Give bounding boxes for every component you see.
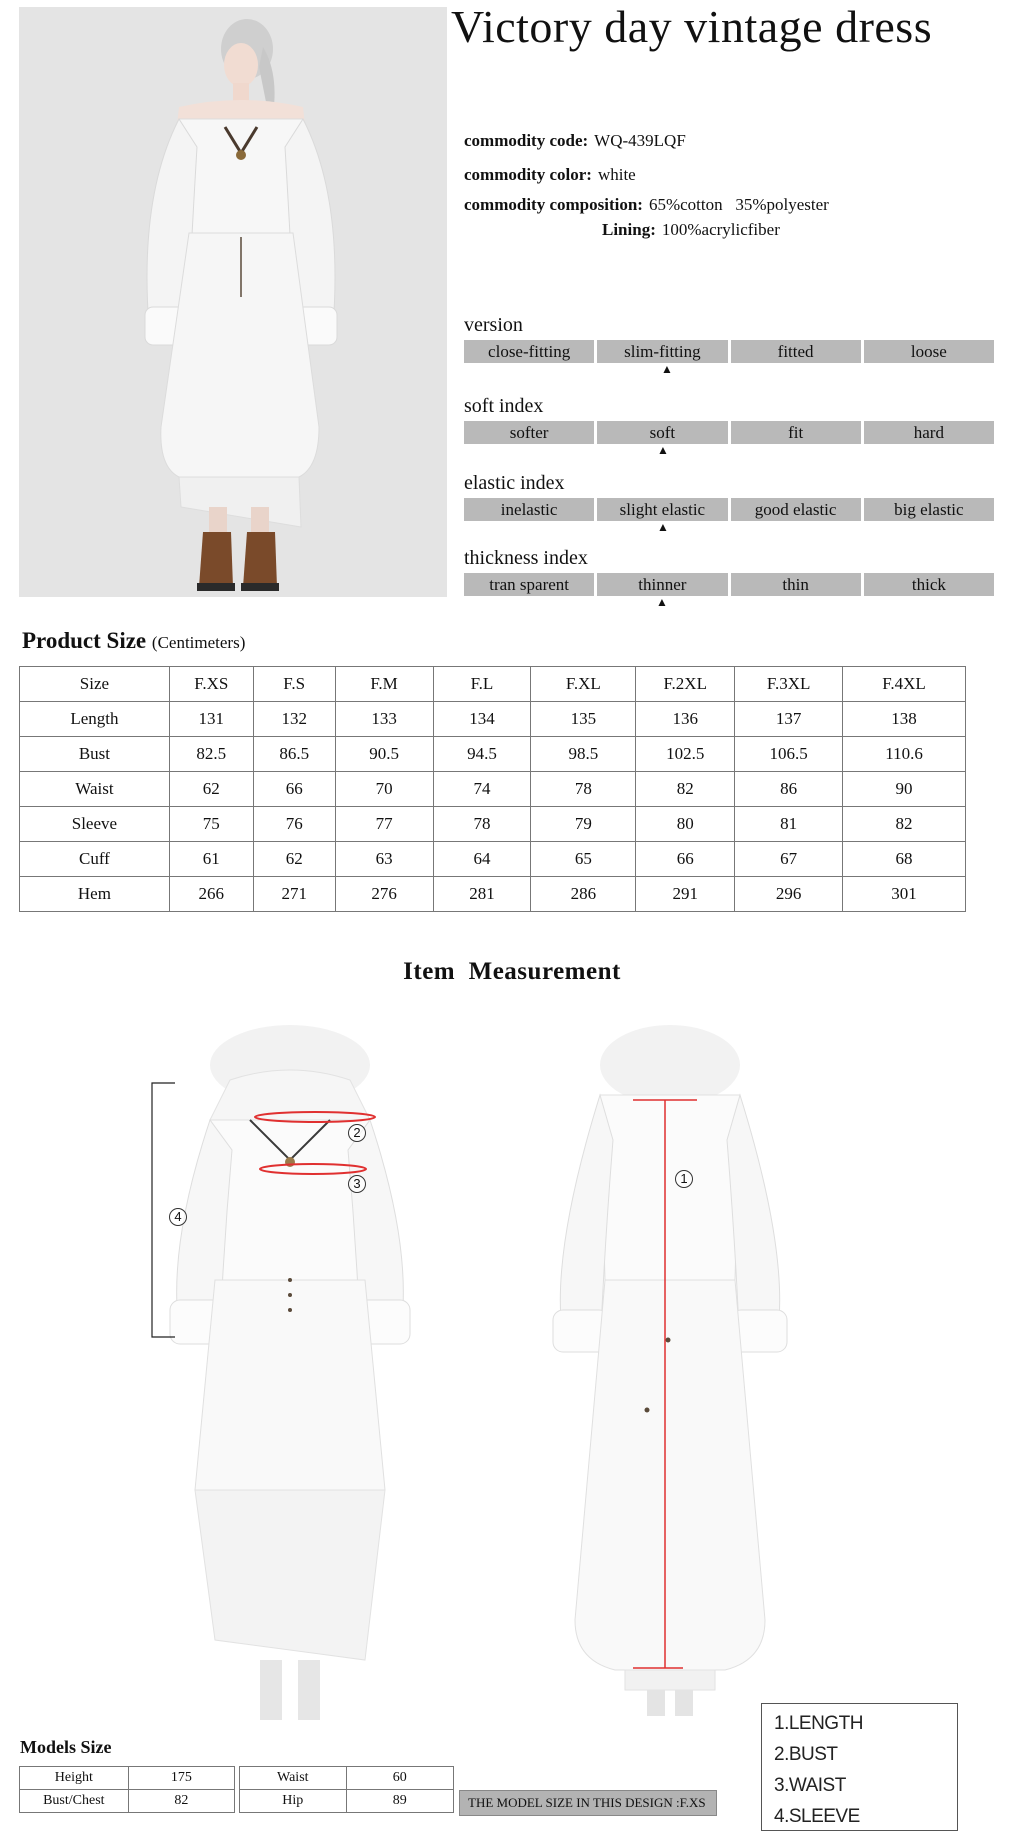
soft-index-option: fit [731,421,861,444]
table-row [20,702,966,737]
table-cell: 276 [335,877,433,912]
table-cell: F.2XL [636,667,735,702]
commodity-color [464,165,636,185]
soft-index-marker-icon: ▲ [657,443,669,457]
measurement-lines-front [140,1020,460,1720]
table-cell: 135 [531,702,636,737]
soft-index-option: softer [464,421,594,444]
table-cell: 78 [531,772,636,807]
table-row-label: Waist [20,772,170,807]
table-cell: 106.5 [735,737,843,772]
thickness-index-option: tran sparent [464,573,594,596]
legend-item: 4.SLEEVE [774,1806,860,1827]
table-cell: 86.5 [253,737,335,772]
table-cell: 79 [531,807,636,842]
lining-label: Lining: [602,220,656,239]
table-cell: 82 [636,772,735,807]
model-attr-label: Bust/Chest [20,1790,129,1813]
table-cell: 110.6 [843,737,966,772]
elastic-index-option: good elastic [731,498,861,521]
table-cell: 90 [843,772,966,807]
table-cell: F.M [335,667,433,702]
version-option: fitted [731,340,861,363]
table-cell: 68 [843,842,966,877]
table-cell: 74 [433,772,531,807]
product-size-title [22,628,245,654]
table-cell: 98.5 [531,737,636,772]
marker-bust: 2 [348,1124,366,1142]
table-cell: 81 [735,807,843,842]
marker-length: 1 [675,1170,693,1188]
table-cell: 281 [433,877,531,912]
table-cell: F.4XL [843,667,966,702]
table-cell: 66 [253,772,335,807]
model-attr-label: Height [20,1767,129,1790]
table-row [240,1790,454,1813]
table-cell: 64 [433,842,531,877]
table-row [20,842,966,877]
bust-line [255,1112,375,1122]
legend-item: 2.BUST [774,1744,838,1765]
item-measurement-title: Item Measurement [403,958,621,985]
marker-waist: 3 [348,1175,366,1193]
version-scale [464,340,994,363]
measurement-legend [761,1703,958,1831]
commodity-code-value: WQ-439LQF [594,131,686,150]
table-cell: 63 [335,842,433,877]
table-cell: 134 [433,702,531,737]
product-size-unit: (Centimeters) [151,633,246,652]
table-cell: 77 [335,807,433,842]
table-header-row [20,667,966,702]
thickness-index-scale [464,573,994,596]
table-cell: 76 [253,807,335,842]
table-cell: 291 [636,877,735,912]
version-marker-icon: ▲ [661,362,673,376]
table-cell: 82.5 [169,737,253,772]
table-cell: 94.5 [433,737,531,772]
table-cell: 90.5 [335,737,433,772]
model-photo-illustration [19,7,447,597]
commodity-composition-label: commodity composition: [464,195,643,214]
legend-item: 3.WAIST [774,1775,846,1796]
product-size-table [19,666,966,912]
table-cell: 67 [735,842,843,877]
table-row [20,1790,235,1813]
thickness-index-marker-icon: ▲ [656,595,668,609]
models-size-table-left [19,1766,235,1813]
elastic-index-marker-icon: ▲ [657,520,669,534]
version-option: close-fitting [464,340,594,363]
version-option: slim-fitting [597,340,727,363]
models-size-title: Models Size [20,1737,112,1757]
soft-index-label: soft index [464,395,544,417]
table-cell: F.S [253,667,335,702]
table-cell: 137 [735,702,843,737]
model-attr-label: Waist [240,1767,347,1790]
legend-item: 1.LENGTH [774,1713,863,1734]
elastic-index-option: big elastic [864,498,994,521]
table-cell: 80 [636,807,735,842]
soft-index-option: soft [597,421,727,444]
version-label: version [464,314,523,336]
model-size-note: THE MODEL SIZE IN THIS DESIGN :F.XS [459,1790,717,1816]
table-row-label: Cuff [20,842,170,877]
elastic-index-label: elastic index [464,472,565,494]
table-cell: 70 [335,772,433,807]
thickness-index-label: thickness index [464,547,588,569]
table-cell: 132 [253,702,335,737]
thickness-index-option: thinner [597,573,727,596]
table-cell: 62 [253,842,335,877]
table-cell: 75 [169,807,253,842]
model-attr-value: 89 [346,1790,453,1813]
commodity-code [464,131,686,151]
elastic-index-option: slight elastic [597,498,727,521]
soft-index-scale [464,421,994,444]
table-cell: F.XS [169,667,253,702]
table-row [20,737,966,772]
commodity-color-label: commodity color: [464,165,592,184]
lining [602,220,780,240]
elastic-index-scale [464,498,994,521]
table-row-label: Bust [20,737,170,772]
table-cell: 266 [169,877,253,912]
table-cell: 136 [636,702,735,737]
table-cell: F.L [433,667,531,702]
marker-sleeve: 4 [169,1208,187,1226]
measurement-lines-back [525,1020,825,1720]
table-cell: 61 [169,842,253,877]
table-row-label: Size [20,667,170,702]
waist-line [260,1164,366,1174]
table-row [20,807,966,842]
table-cell: 66 [636,842,735,877]
commodity-composition-value: 65%cotton 35%polyester [648,195,829,214]
soft-index-option: hard [864,421,994,444]
table-cell: 65 [531,842,636,877]
thickness-index-option: thin [731,573,861,596]
model-attr-value: 82 [128,1790,234,1813]
model-attr-label: Hip [240,1790,347,1813]
table-row [240,1767,454,1790]
product-size-title-text: Product Size [22,628,147,653]
table-cell: 138 [843,702,966,737]
model-photo [19,7,447,597]
version-option: loose [864,340,994,363]
table-cell: 102.5 [636,737,735,772]
table-cell: 62 [169,772,253,807]
table-cell: 301 [843,877,966,912]
table-cell: 131 [169,702,253,737]
table-cell: 86 [735,772,843,807]
commodity-code-label: commodity code: [464,131,589,150]
table-row-label: Sleeve [20,807,170,842]
lining-value: 100%acrylicfiber [661,220,780,239]
table-row-label: Length [20,702,170,737]
models-size-table-right [239,1766,454,1813]
table-cell: F.XL [531,667,636,702]
model-attr-value: 60 [346,1767,453,1790]
thickness-index-option: thick [864,573,994,596]
table-cell: 133 [335,702,433,737]
table-cell: 296 [735,877,843,912]
commodity-color-value: white [597,165,636,184]
table-row [20,772,966,807]
table-row [20,1767,235,1790]
table-cell: 82 [843,807,966,842]
table-cell: 78 [433,807,531,842]
product-title: Victory day vintage dress [451,1,933,52]
commodity-composition [464,195,829,215]
model-attr-value: 175 [128,1767,234,1790]
elastic-index-option: inelastic [464,498,594,521]
table-cell: F.3XL [735,667,843,702]
table-row-label: Hem [20,877,170,912]
table-cell: 286 [531,877,636,912]
table-row [20,877,966,912]
table-cell: 271 [253,877,335,912]
